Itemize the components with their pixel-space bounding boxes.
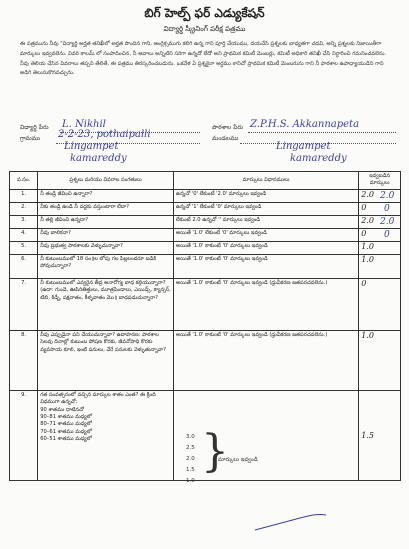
- header-question: ప్రశ్నలు మరియు వివరాల సంగతులు: [38, 172, 174, 190]
- signature-mark: [250, 512, 330, 536]
- village-label: గ్రామము: [20, 135, 41, 142]
- table-row: [10, 189, 401, 202]
- row-score[interactable]: 1.0: [359, 241, 401, 254]
- row-criteria: అయితే '1.0' కాకుంటే '0' మార్కులు ఇవ్వండి (ధ్రువీకరణ జతపరచవలెను.): [173, 330, 358, 390]
- table-row: [10, 330, 401, 390]
- row-criteria: లేకుంటే 2.0 ఉన్నచో '' మార్కులు ఇవ్వండి: [173, 215, 358, 228]
- table-row: [10, 278, 401, 330]
- table-row: [10, 241, 401, 254]
- row-num: 9.: [10, 390, 38, 480]
- row-score[interactable]: 0: [359, 228, 401, 241]
- range-item: 80–71 శాతము మధ్యలో: [40, 421, 93, 428]
- range-item: 90 శాతము దాటినచో: [40, 406, 85, 413]
- points-value: 1.0: [186, 478, 195, 484]
- table-row: [10, 215, 401, 228]
- row-score[interactable]: 2.0: [359, 189, 401, 202]
- points-value: 2.5: [186, 445, 195, 451]
- row-criteria: అయితే '1.0' కాకుంటే '0' మార్కులు ఇవ్వండి: [173, 254, 358, 278]
- header-criteria: మార్కులు విధానములు: [173, 172, 358, 190]
- row-score[interactable]: 2.0: [359, 215, 401, 228]
- student-name-value[interactable]: L. Nikhil: [62, 119, 106, 130]
- row-question: నీ కుటుంబములో ఎవ్వరైన తీవ్ర అనారోగ్య బాధ కల్గియున్నారా? (ఉదా: గుండె, ఊపిరితిత్తులు, మూత్రపిండాలు, ఎయిడ్స్, క్యాన్సర్, టిబి, కిడ్నీ, పక్షవాతం, కీళ్ళవాతం మొ॥ బాధపడుచున్నారా?: [38, 278, 174, 330]
- table-row: [10, 202, 401, 215]
- row-question: నీ కుటుంబములో 18 సం॥ల లోపు గల పిల్లలందరూ బడికి పోవుచున్నారా?: [38, 254, 174, 278]
- row-num: 4.: [10, 228, 38, 241]
- header-marks: ఇవ్వబడిన మార్కులు: [359, 172, 401, 190]
- row-score[interactable]: 1.0: [359, 254, 401, 278]
- address-left-line2: kamareddy: [70, 153, 127, 164]
- address-right-line2: kamareddy: [290, 153, 347, 164]
- address-left-line1: Lingampet: [64, 141, 119, 152]
- margin-mark: 2.0: [380, 191, 395, 201]
- row-criteria: ఉన్నచో '1' లేకుంటే '0' మార్కులు ఇవ్వండి: [173, 202, 358, 215]
- header-serial: వ.సం.: [10, 172, 38, 190]
- form-subtitle: విద్యార్థి స్క్రీనింగ్ పరీక్ష పత్రము: [163, 25, 246, 33]
- table-header-row: [10, 172, 401, 190]
- row-score[interactable]: 0: [359, 278, 401, 330]
- margin-mark: 2.0: [380, 217, 395, 227]
- points-value: 2.0: [186, 456, 195, 462]
- row-score[interactable]: 1.5: [359, 390, 401, 480]
- row-question: నీ తల్లి జీవించి ఉన్నదా?: [38, 215, 174, 228]
- village-value[interactable]: 2-2-23, pothaipalli: [58, 129, 151, 140]
- table-row: [10, 228, 401, 241]
- points-value: 3.0: [186, 434, 195, 440]
- margin-mark: 0: [384, 230, 390, 240]
- range-item: 90–81 శాతము మధ్యలో: [40, 414, 93, 421]
- row-criteria: అయితే '1.0' లేకుంటే '0' మార్కులు ఇవ్వండి: [173, 228, 358, 241]
- row-question: నీవు బాలికనా?: [38, 228, 174, 241]
- mandal-label: మండలము: [212, 135, 239, 142]
- row-num: 2.: [10, 202, 38, 215]
- points-value: 1.5: [186, 467, 195, 473]
- form-instructions: ఈ పత్రమును నీవు "విద్యార్థి అర్హత తనిఖీలో అర్హత పొందిన గాని, ఆంగ్లెక్సముగు కలిగి ఉన్న గాని పూర్తి చేయుము, దయచేసి ప్రశ్నలకు బాధ్యతగా చదవి, అన్ని ప్రశ్నలకు నిజాయితీగా మార్కులు ఇవ్వవలెను. వివరి కాలమ్ లో సంపాదించిన, నీ ఆవాలు అన్నిటిని సరిగా ఉన్నదో లేదో అని ప్రాథమిక కమిటీ మెంబర్లు, కమిటీ అధికారి తనిఖీ చేసి నిర్ధారించి గమనించవలెను. నీవు తెలియ చేసిన వివరాలు తప్పని తేలితే, ఈ పత్రము తిరస్కరించబడును. ఒకవేళ ఏ ప్రశ్నకైనా అర్థము కానిచో ప్రాథమిక కమిటీ మెంబరును గాని నీ పాఠశాల ఉపాధ్యాయుడిని గాని అడిగి తెలుసుకొనవచ్చును.: [20, 41, 387, 77]
- school-label: పాఠశాల పేరు: [212, 124, 244, 131]
- row-criteria: ఉన్నచో '0' లేకుంటే '2.0' మార్కులు ఇవ్వండి: [173, 189, 358, 202]
- row-question: నీ తండ్రి జీవించి ఉన్నారా?: [38, 189, 174, 202]
- row-num: 7.: [10, 278, 38, 330]
- address-right-line1: Lingampet: [276, 141, 331, 152]
- curly-brace-icon: }: [201, 426, 229, 477]
- row-num: 6.: [10, 254, 38, 278]
- row-question: నీవు ప్రభుత్వ పాఠశాలకు వెళ్ళుచున్నావా?: [38, 241, 174, 254]
- row-question: నీకు తండ్రి ఉండి నీ వద్దకు వస్తుంటారా లేదా?: [38, 202, 174, 215]
- points-instruction: మార్కులు ఇవ్వండి: [218, 457, 258, 463]
- row-question-ranges: [38, 390, 174, 480]
- row-num: 3.: [10, 215, 38, 228]
- row-score[interactable]: 0: [359, 202, 401, 215]
- range-item: 70–61 శాతము మధ్యలో: [40, 428, 93, 435]
- row-question: నీవు ఎప్పుడైనా పని చేయుచున్నావా? ఉదాహరణ: పాఠశాల సెలవు దినాల్లో కుటుంబ పోషణ కొరకు, జీవనోపాధి కొరకు వ్యవసాయ కూలి, ఇంటి పనులు, వేరే పనులకు వెళ్ళుతున్నావా?: [38, 330, 174, 390]
- form-title: బిగ్ హెల్ప్ ఫర్ ఎడ్యుకేషన్: [144, 6, 265, 20]
- margin-mark: 0: [384, 204, 390, 214]
- row-num: 1.: [10, 189, 38, 202]
- range-item: 60–51 శాతము మధ్యలో: [40, 436, 93, 443]
- row-criteria: అయితే '1.0' కాకుంటే '0' మార్కులు ఇవ్వండి (ధ్రువీకరణ జతపరచవలెను.): [173, 278, 358, 330]
- school-value[interactable]: Z.P.H.S. Akkannapeta: [250, 119, 360, 130]
- school-line: [248, 132, 396, 133]
- student-name-label: విద్యార్థి పేరు: [20, 124, 49, 131]
- row-score[interactable]: 1.0: [359, 330, 401, 390]
- row-num: 5.: [10, 241, 38, 254]
- row-criteria: అయితే '1.0' కాకుంటే '0' మార్కులు ఇవ్వండి: [173, 241, 358, 254]
- row-num: 8.: [10, 330, 38, 390]
- row-question: గత సంవత్సరంలో వచ్చిన మార్కుల శాతం ఎంత? ఈ క్రింది విధముగా ఉన్నచో:: [40, 391, 156, 406]
- table-row: [10, 254, 401, 278]
